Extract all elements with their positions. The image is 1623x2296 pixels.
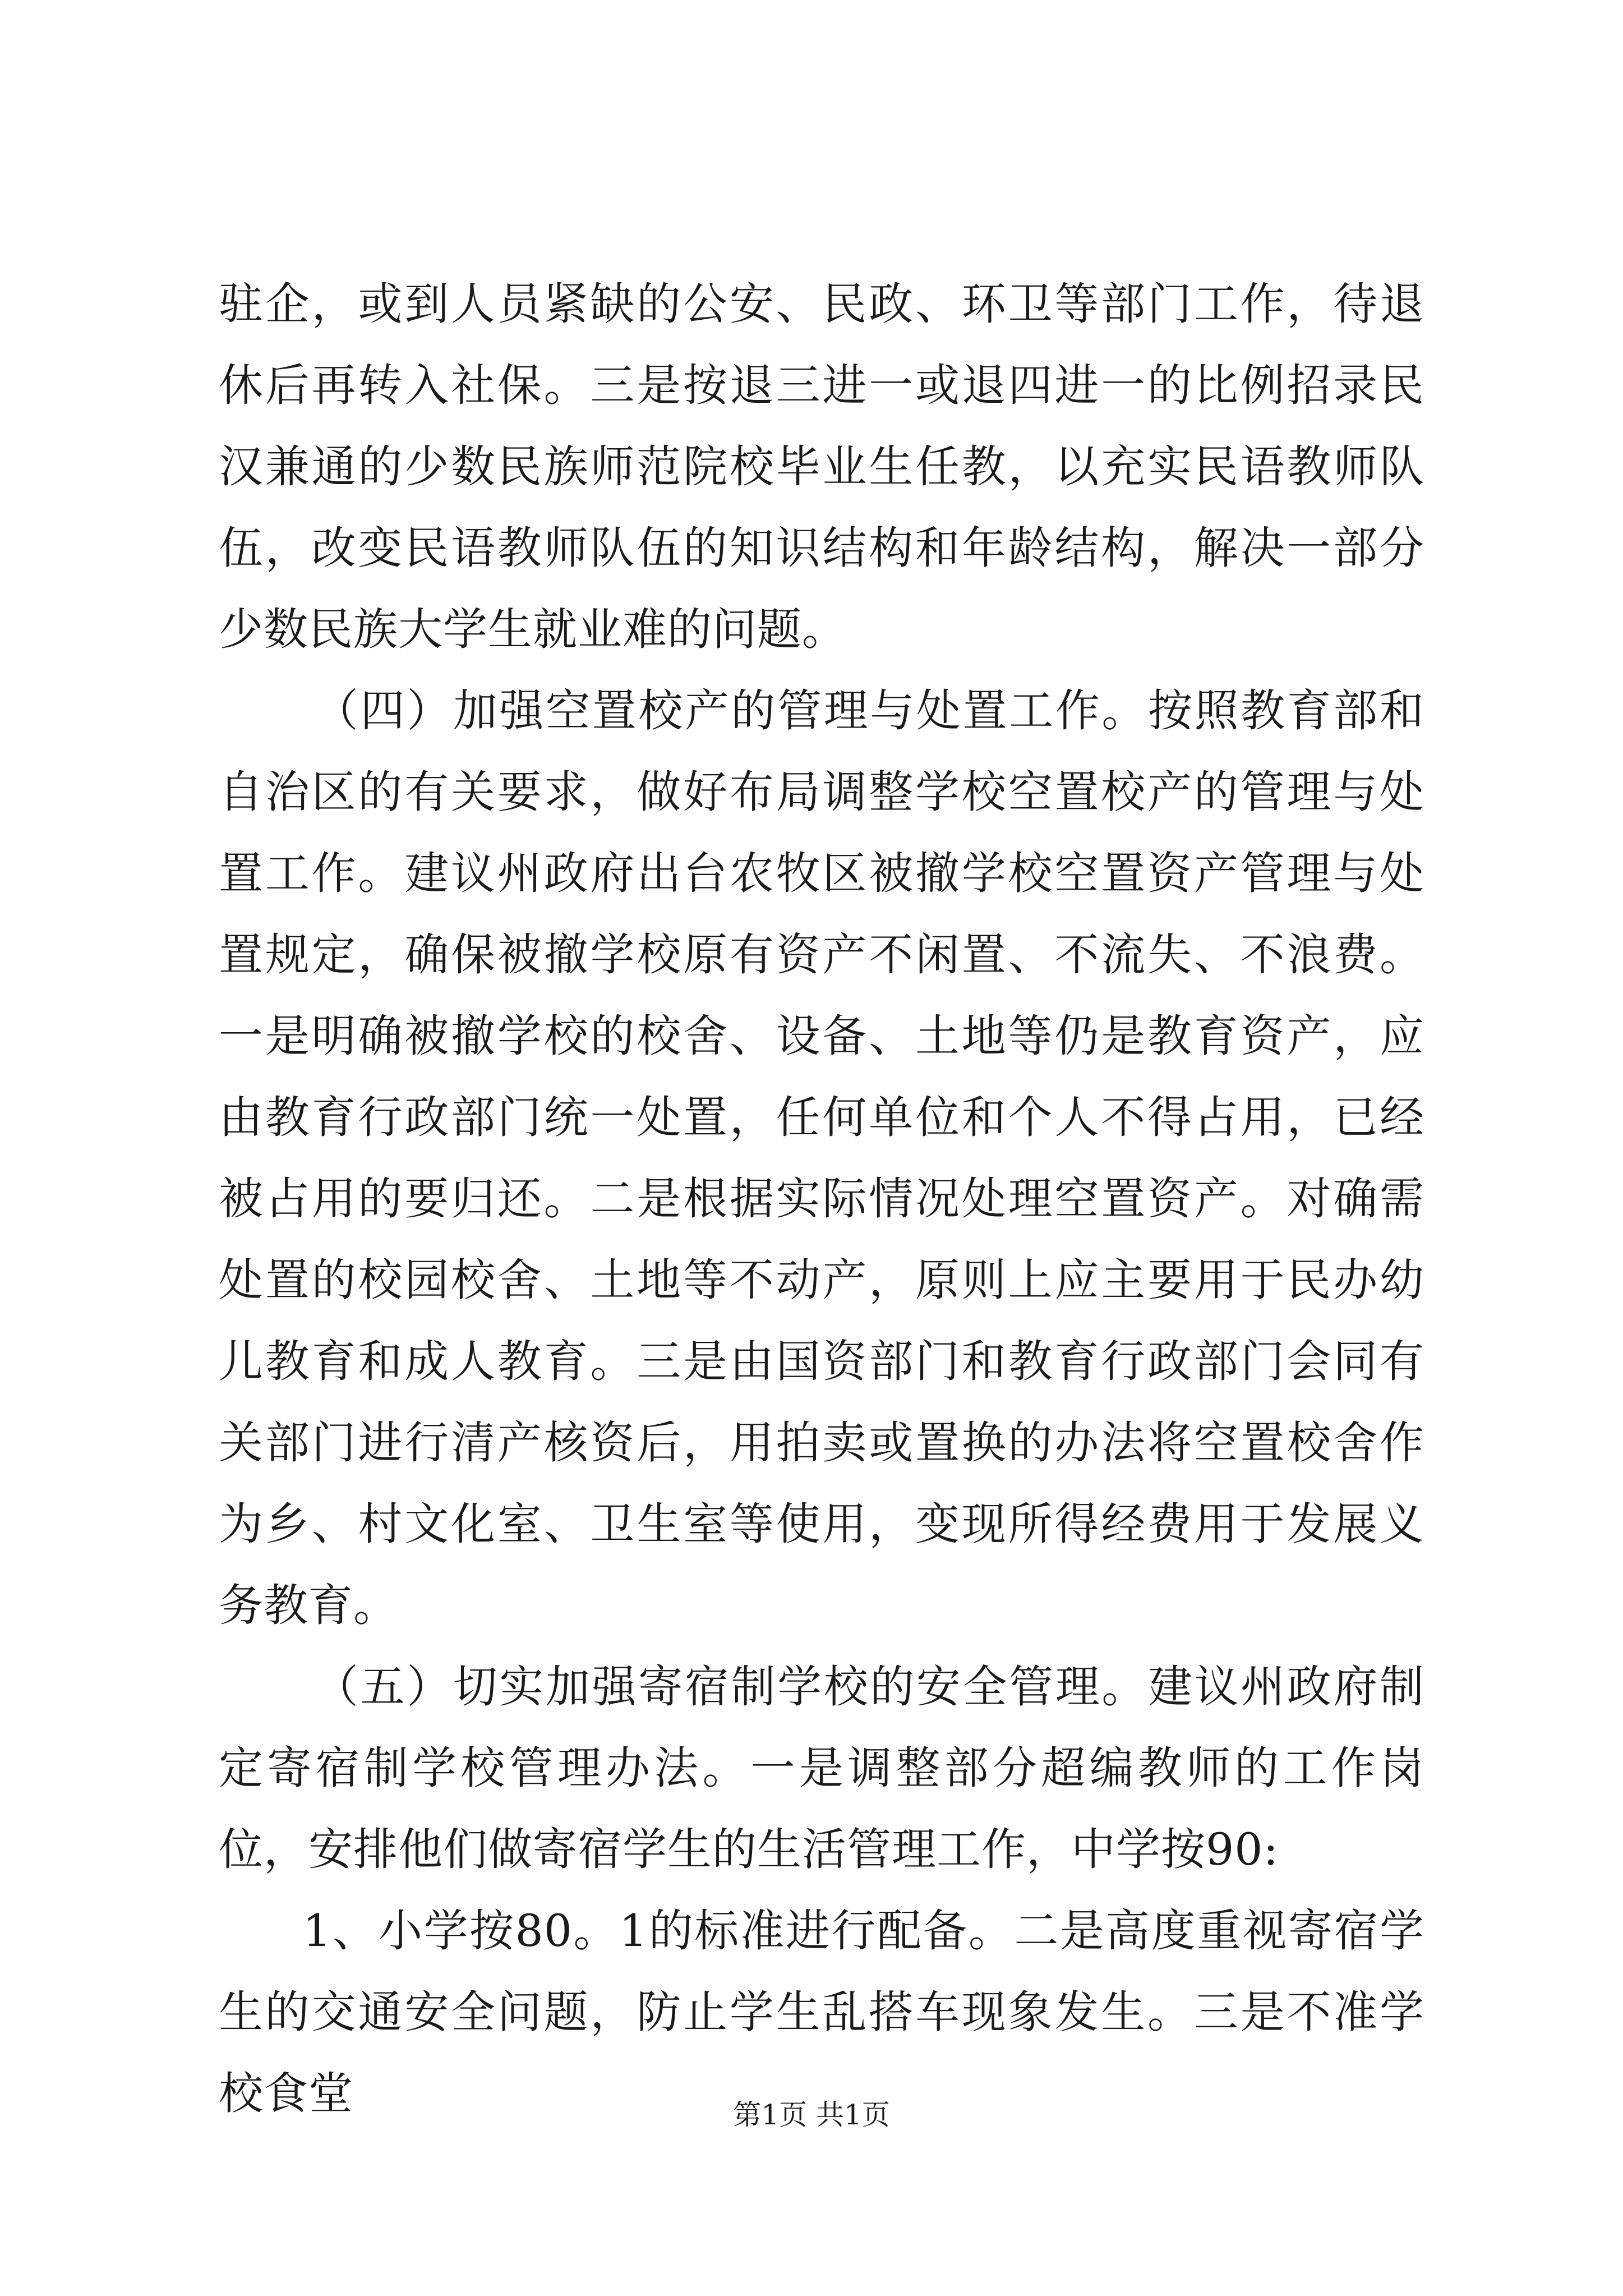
paragraph-3: （五）切实加强寄宿制学校的安全管理。建议州政府制定寄宿制学校管理办法。一是调整部分超编教师的工作岗位，安排他们做寄宿学生的生活管理工作，中学按90: [219,1661,1424,1875]
paragraph-4: 1、小学按80。1的标准进行配备。二是高度重视寄宿学生的交通安全问题，防止学生乱搭车现象发生。三是不准学校食堂 [219,1905,1424,2119]
document-body [219,264,1424,2134]
paragraph-1: 驻企，或到人员紧缺的公安、民政、环卫等部门工作，待退休后再转入社保。三是按退三进一或退四进一的比例招录民汉兼通的少数民族师范院校毕业生任教，以充实民语教师队伍，改变民语教师队伍的知识结构和年龄结构，解决一部分少数民族大学生就业难的问题。 [219,278,1424,655]
page-footer: 第1页 共1页 [733,2099,890,2131]
paragraph-2: （四）加强空置校产的管理与处置工作。按照教育部和自治区的有关要求，做好布局调整学校空置校产的管理与处置工作。建议州政府出台农牧区被撤学校空置资产管理与处置规定，确保被撤学校原有资产不闲置、不流失、不浪费。一是明确被撤学校的校舍、设备、土地等仍是教育资产，应由教育行政部门统一处置，任何单位和个人不得占用，已经被占用的要归还。二是根据实际情况处理空置资产。对确需处置的校园校舍、土地等不动产，原则上应主要用于民办幼儿教育和成人教育。三是由国资部门和教育行政部门会同有关部门进行清产核资后，用拍卖或置换的办法将空置校舍作为乡、村文化室、卫生室等使用，变现所得经费用于发展义务教育。 [219,685,1424,1631]
